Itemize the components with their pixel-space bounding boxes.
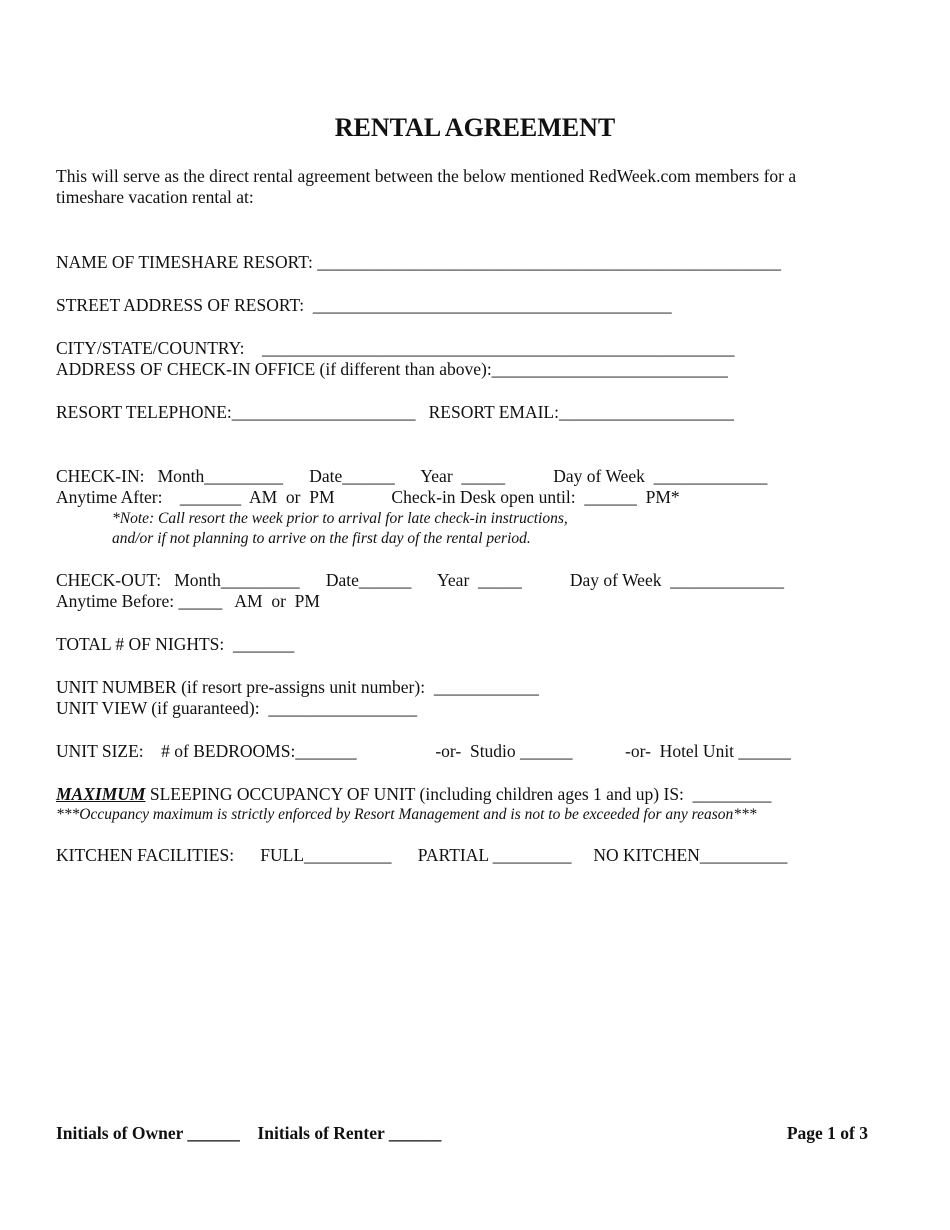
checkin-office-address-field[interactable]: ADDRESS OF CHECK-IN OFFICE (if different than above):___________________________ <box>56 359 728 379</box>
max-occupancy-label: SLEEPING OCCUPANCY OF UNIT (including children ages 1 and up) IS: _________ <box>145 784 772 804</box>
document-title: RENTAL AGREEMENT <box>334 113 616 142</box>
checkin-note-line-1: *Note: Call resort the week prior to arrival for late check-in instructions, <box>112 510 568 527</box>
resort-name-field[interactable]: NAME OF TIMESHARE RESORT: _____________________________________________________ <box>56 252 782 272</box>
initials-fields[interactable]: Initials of Owner ______ Initials of Renter ______ <box>56 1123 442 1143</box>
page-number: Page 1 of 3 <box>786 1123 868 1143</box>
total-nights-field[interactable]: TOTAL # OF NIGHTS: _______ <box>56 634 295 654</box>
kitchen-facilities-field[interactable]: KITCHEN FACILITIES: FULL__________ PARTIAL _________ NO KITCHEN__________ <box>56 845 788 865</box>
checkin-time-field[interactable]: Anytime After: _______ AM or PM Check-in Desk open until: ______ PM* <box>56 487 680 507</box>
city-state-country-field[interactable]: CITY/STATE/COUNTRY: ______________________________________________________ <box>56 338 735 358</box>
unit-view-field[interactable]: UNIT VIEW (if guaranteed): _________________ <box>56 698 418 718</box>
checkin-note-line-2: and/or if not planning to arrive on the first day of the rental period. <box>112 530 531 547</box>
checkin-date-field[interactable]: CHECK-IN: Month_________ Date______ Year _____ Day of Week _____________ <box>56 466 768 486</box>
intro-line-2: timeshare vacation rental at: <box>56 187 254 207</box>
street-address-field[interactable]: STREET ADDRESS OF RESORT: _________________________________________ <box>56 295 672 315</box>
unit-size-field[interactable]: UNIT SIZE: # of BEDROOMS:_______ -or- Studio ______ -or- Hotel Unit ______ <box>56 741 791 761</box>
intro-line-1: This will serve as the direct rental agreement between the below mentioned RedWeek.com members for a <box>56 166 797 186</box>
checkout-date-field[interactable]: CHECK-OUT: Month_________ Date______ Year _____ Day of Week _____________ <box>56 570 784 590</box>
max-occupancy-field[interactable] <box>56 786 771 804</box>
unit-number-field[interactable]: UNIT NUMBER (if resort pre-assigns unit number): ____________ <box>56 677 539 697</box>
resort-phone-email-field[interactable]: RESORT TELEPHONE:_____________________ RESORT EMAIL:____________________ <box>56 402 734 422</box>
checkout-time-field[interactable]: Anytime Before: _____ AM or PM <box>56 591 320 611</box>
occupancy-note: ***Occupancy maximum is strictly enforced by Resort Management and is not to be exceeded for any reason*** <box>56 806 757 823</box>
maximum-emphasis: MAXIMUM <box>56 784 146 804</box>
